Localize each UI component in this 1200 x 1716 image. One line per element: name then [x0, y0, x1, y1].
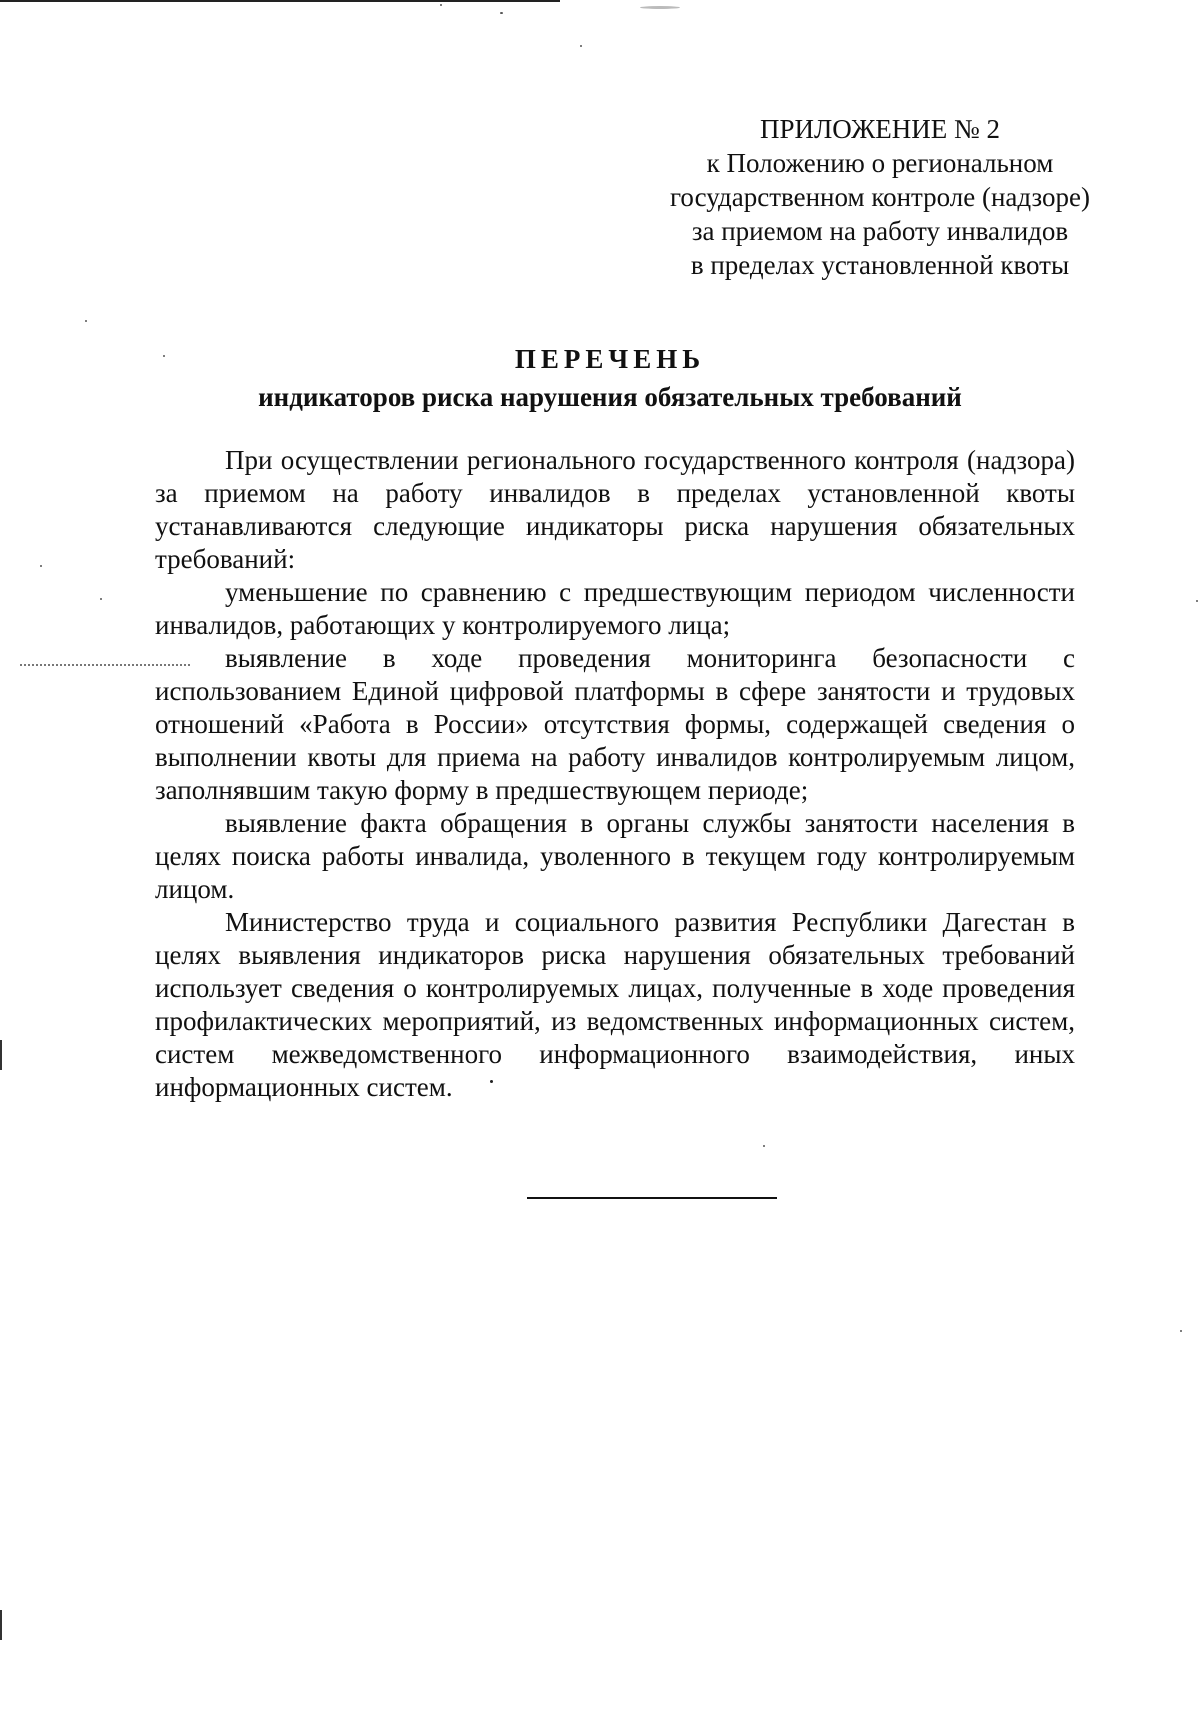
- end-divider: [527, 1197, 777, 1199]
- body-paragraph: уменьшение по сравнению с предшествующим периодом численности инвалидов, работающих у контролируемого лица;: [155, 577, 1075, 640]
- appendix-header: [640, 112, 1120, 282]
- appendix-number: ПРИЛОЖЕНИЕ № 2: [759, 114, 1001, 144]
- body-paragraph: При осуществлении регионального государственного контроля (надзора) за приемом на работу инвалидов в пределах установленной квоты устанавливаются следующие индикаторы риска нарушения обязательных требований:: [155, 445, 1075, 574]
- title-main: ПЕРЕЧЕНЬ: [514, 344, 706, 374]
- scan-edge-mark: [0, 1040, 2, 1070]
- appendix-reference-line: за приемом на работу инвалидов: [691, 216, 1069, 246]
- scan-artifact: [640, 6, 680, 9]
- document-body: [155, 444, 1075, 1104]
- scan-artifact: [1196, 600, 1198, 602]
- scan-edge-mark: [0, 1610, 2, 1640]
- document-title: [120, 340, 1100, 416]
- scan-artifact: [500, 12, 503, 14]
- scan-edge-line: [0, 0, 560, 2]
- body-paragraph: выявление факта обращения в органы службы занятости населения в целях поиска работы инвалида, уволенного в текущем году контролируемым лицом.: [155, 808, 1075, 904]
- scan-artifact: [85, 320, 87, 322]
- body-paragraph: Министерство труда и социального развития Республики Дагестан в целях выявления индикаторов риска нарушения обязательных требований использует сведения о контролируемых лицах, полученные в ходе проведения профилактических мероприятий, из ведомственных информационных систем, систем межведомственного информационного взаимодействия, иных информационных систем.: [155, 907, 1075, 1102]
- scan-artifact: [1180, 1330, 1182, 1332]
- scan-artifact: [440, 4, 442, 6]
- scan-artifact: [40, 565, 42, 567]
- body-paragraph: выявление в ходе проведения мониторинга безопасности с использованием Единой цифровой платформы в сфере занятости и трудовых отношений «Работа в России» отсутствия формы, содержащей сведения о выполнении квоты для приема на работу инвалидов контролируемым лицом, заполнявшим такую форму в предшествующем периоде;: [155, 643, 1075, 805]
- appendix-reference-line: к Положению о региональном: [706, 148, 1054, 178]
- appendix-reference-line: в пределах установленной квоты: [690, 250, 1070, 280]
- title-subtitle: индикаторов риска нарушения обязательных требований: [258, 382, 962, 412]
- scan-artifact: [580, 45, 582, 47]
- scan-artifact: [100, 598, 102, 600]
- appendix-reference-line: государственном контроле (надзоре): [670, 182, 1090, 212]
- scan-artifact: [763, 1145, 765, 1147]
